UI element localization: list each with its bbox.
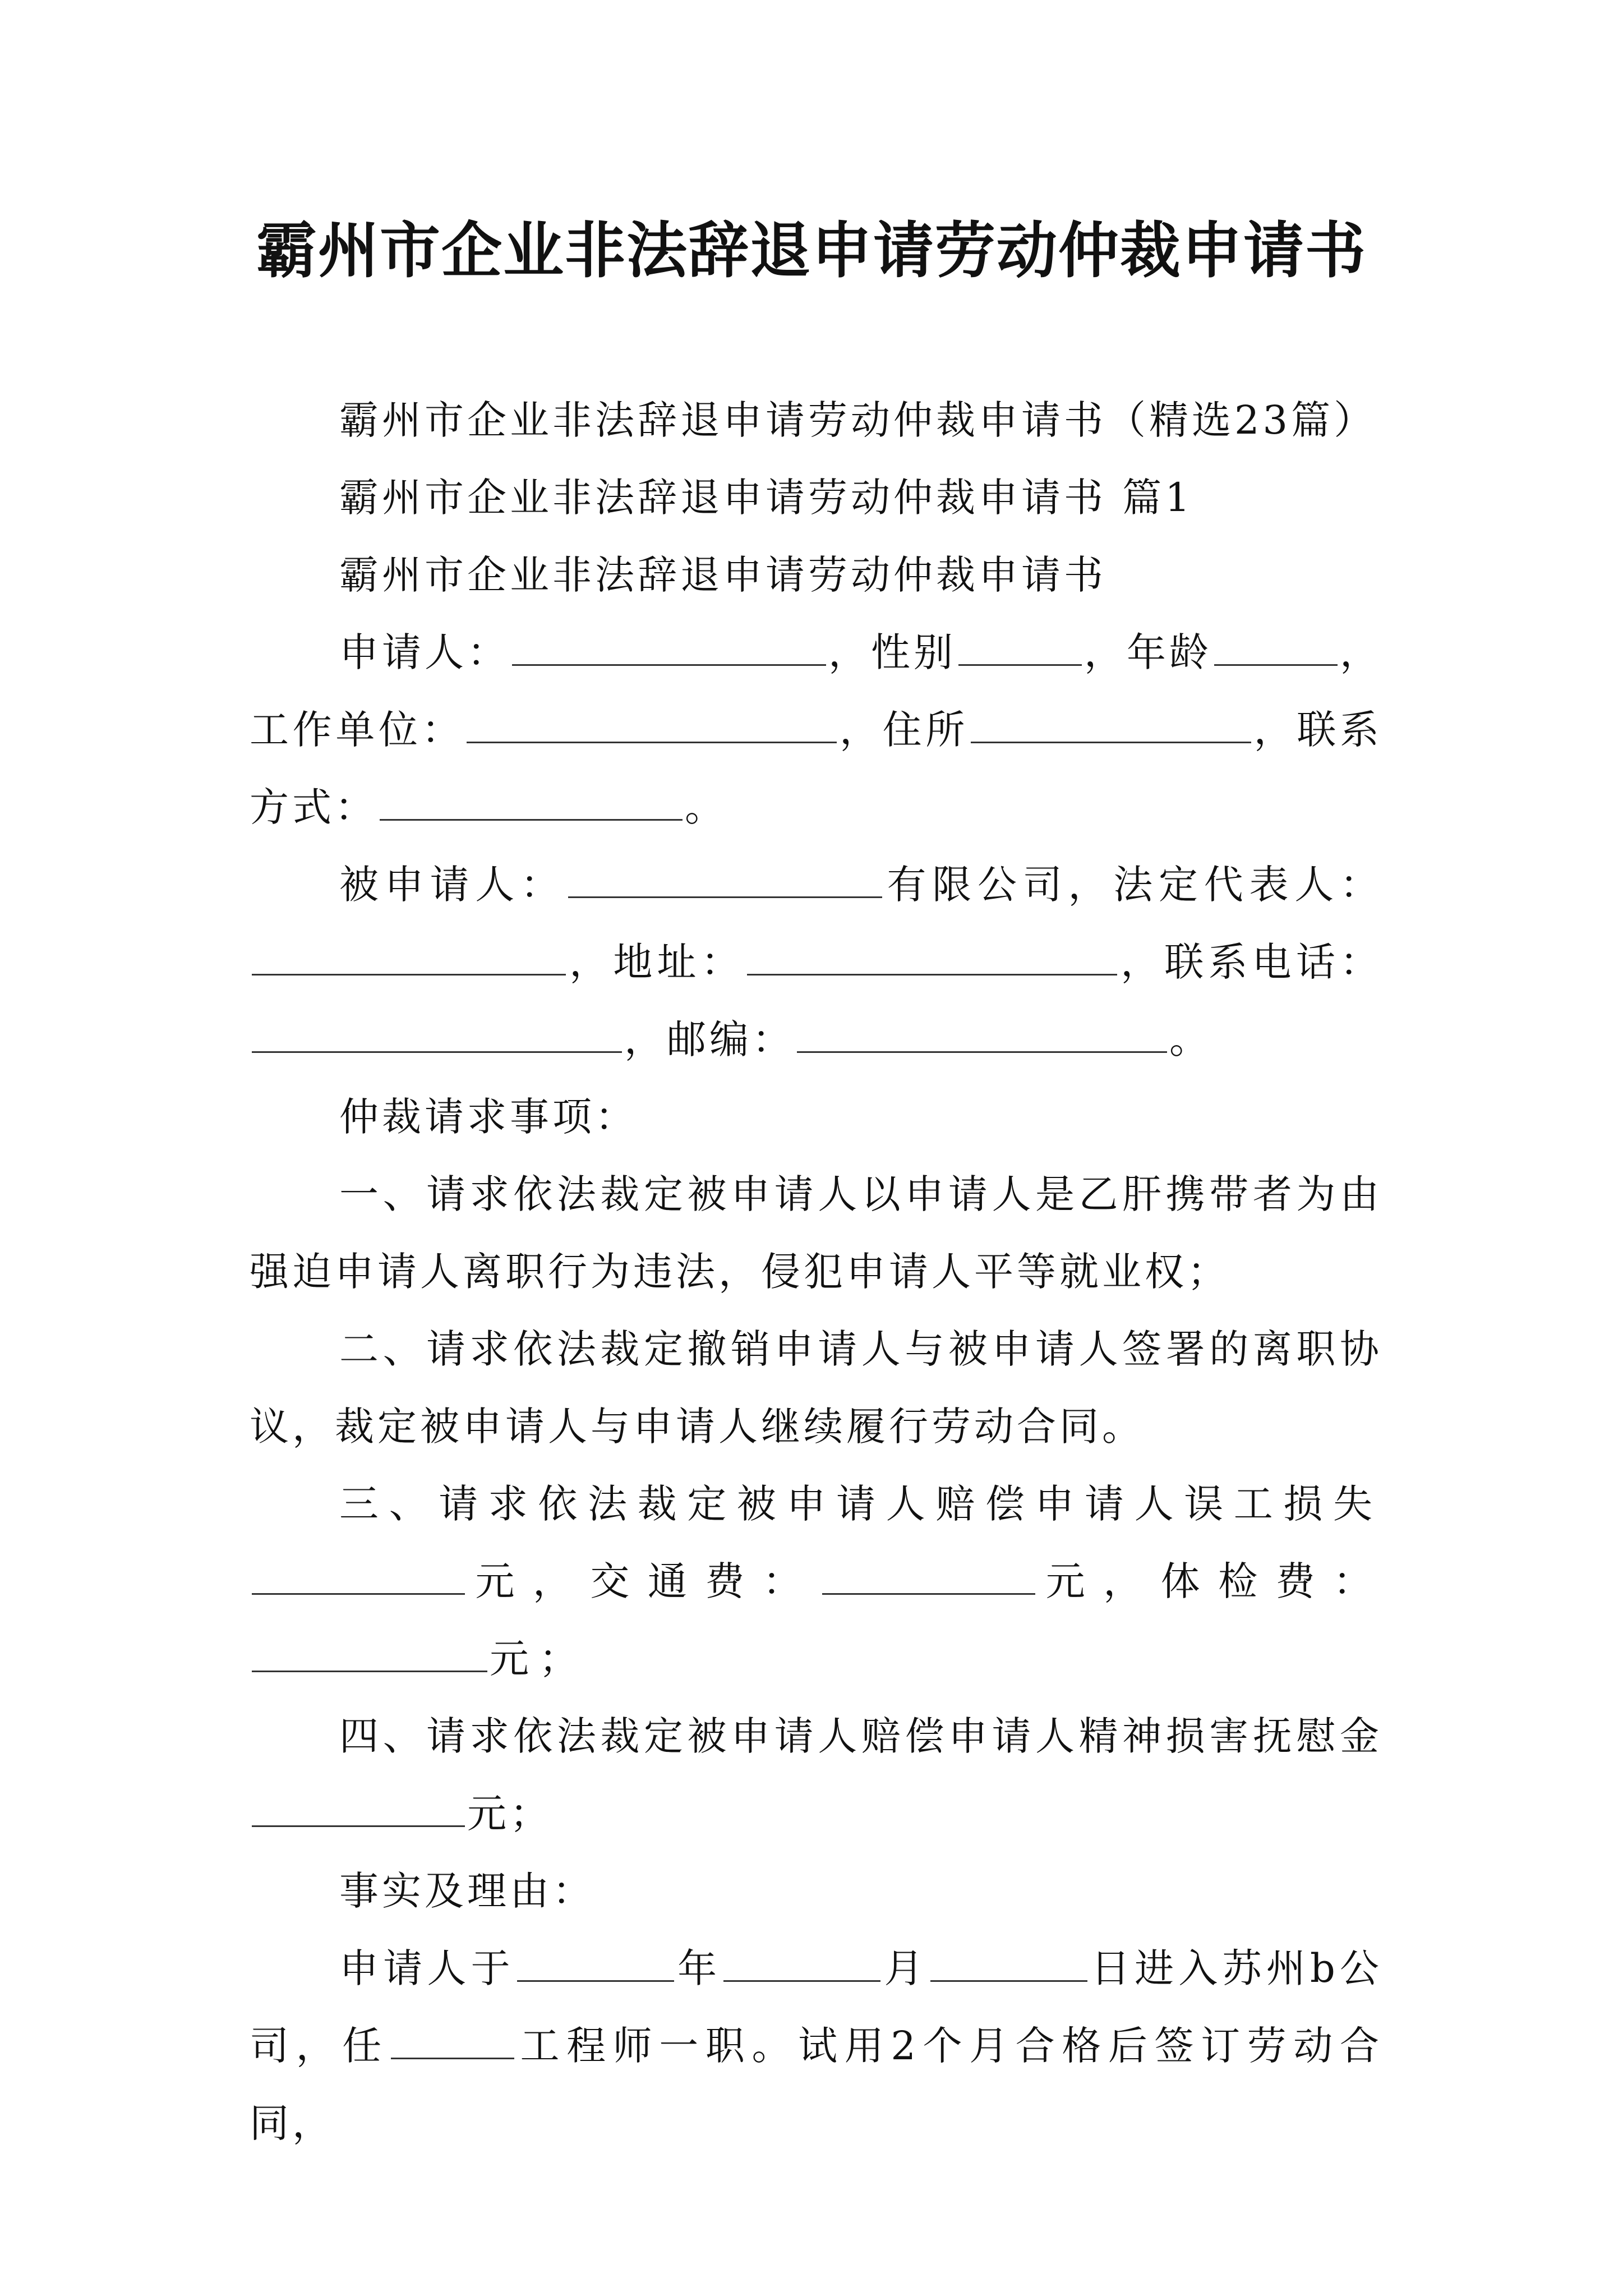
applicant-name-blank <box>512 625 826 666</box>
applicant-gender-label: ，性别 <box>828 629 956 675</box>
join-day-blank <box>930 1941 1087 1982</box>
transport-fee-label: 元，交通费： <box>467 1558 820 1604</box>
claim-item-3 <box>250 1465 1382 1697</box>
respondent-company-label: 有限公司，法定代表人： <box>884 862 1382 908</box>
respondent-phone-label: ，联系电话： <box>1119 939 1383 985</box>
respondent-label: 被申请人： <box>339 862 566 908</box>
facts-day-label: 日进入苏州b公司，任 <box>250 1945 1383 2069</box>
medical-exam-fee-blank <box>252 1631 487 1672</box>
intro-line-1: 霸州市企业非法辞退申请劳动仲裁申请书（精选23篇） <box>339 397 1377 443</box>
claim-item-1: 一、请求依法裁定被申请人以申请人是乙肝携带者为由强迫申请人离职行为违法，侵犯申请人平等就业权； <box>250 1171 1382 1295</box>
applicant-label: 申请人： <box>339 629 510 675</box>
respondent-address-label: ，地址： <box>568 939 745 985</box>
facts-heading: 事实及理由： <box>339 1868 595 1914</box>
facts-text-start: 申请人于 <box>339 1945 515 1991</box>
claim-item-2: 二、请求依法裁定撤销申请人与被申请人签署的离职协议，裁定被申请人与申请人继续履行劳动合同。 <box>250 1326 1382 1450</box>
claims-heading: 仲裁请求事项： <box>339 1094 638 1140</box>
applicant-address-blank <box>971 702 1251 743</box>
applicant-end: 。 <box>685 784 727 830</box>
position-blank <box>391 2018 514 2059</box>
join-month-blank <box>723 1941 880 1982</box>
applicant-paragraph <box>250 614 1382 846</box>
transport-fee-blank <box>822 1554 1035 1595</box>
facts-month-label: 月 <box>883 1945 928 1991</box>
applicant-age-label: ，年龄 <box>1084 629 1212 675</box>
applicant-address-label: ，住所 <box>839 707 969 753</box>
claim-item-4-text: 四、请求依法裁定被申请人赔偿申请人精神损害抚慰金 <box>339 1713 1382 1759</box>
facts-year-label: 年 <box>676 1945 722 1991</box>
applicant-contact-label: ，联系方式： <box>250 707 1383 830</box>
document-title: 霸州市企业非法辞退申请劳动仲裁申请书 <box>256 216 1367 286</box>
applicant-age-blank <box>1214 625 1338 666</box>
respondent-postcode-blank <box>797 1012 1167 1053</box>
intro-line-3: 霸州市企业非法辞退申请劳动仲裁申请书 <box>339 552 1106 598</box>
respondent-end: 。 <box>1169 1016 1212 1062</box>
claim-item-4 <box>250 1697 1382 1852</box>
applicant-contact-blank <box>380 780 683 821</box>
claim-item-3-text: 三、请求依法裁定被申请人赔偿申请人误工损失 <box>339 1481 1382 1527</box>
join-year-blank <box>517 1941 674 1982</box>
claim-item-3-end: 元； <box>490 1636 588 1682</box>
lost-wages-blank <box>252 1554 465 1595</box>
medical-exam-fee-label: 元，体检费： <box>1038 1558 1383 1604</box>
applicant-gender-blank <box>958 625 1082 666</box>
applicant-work-unit-blank <box>467 702 837 743</box>
facts-text-end: 工程师一职。试用2个月合格后签订劳动合同， <box>250 2023 1382 2146</box>
mental-damages-blank <box>252 1786 465 1827</box>
intro-line-2: 霸州市企业非法辞退申请劳动仲裁申请书 篇1 <box>339 475 1193 521</box>
respondent-representative-blank <box>252 935 566 976</box>
facts-paragraph <box>250 1930 1382 2162</box>
applicant-work-unit-label: ，工作单位： <box>250 629 1382 753</box>
respondent-paragraph <box>250 846 1382 1078</box>
respondent-company-blank <box>568 857 882 898</box>
respondent-address-blank <box>747 935 1117 976</box>
respondent-postcode-label: ，邮编： <box>624 1016 795 1062</box>
claim-item-4-end: 元； <box>467 1791 552 1837</box>
respondent-phone-blank <box>252 1012 622 1053</box>
document-body <box>250 381 1382 2162</box>
